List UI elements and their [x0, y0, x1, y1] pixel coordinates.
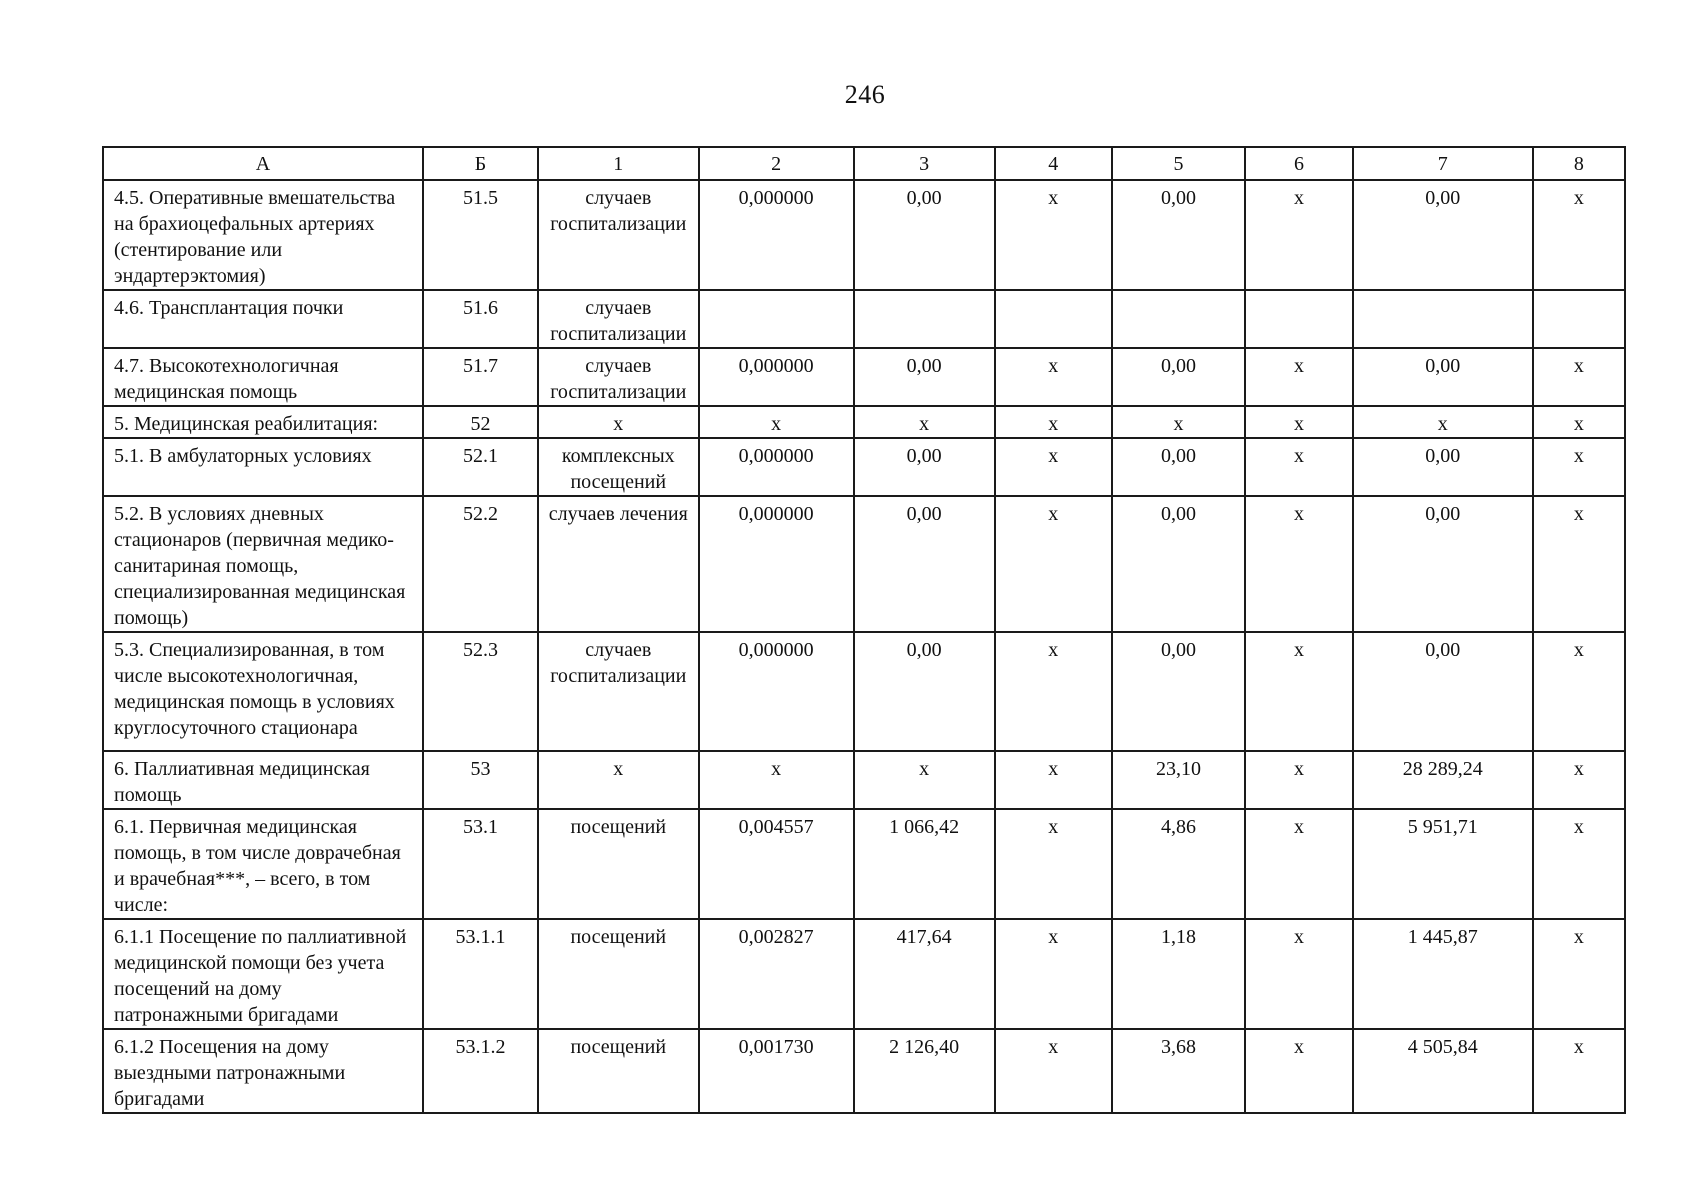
- table-cell: 0,000000: [699, 180, 854, 290]
- table-cell: [1112, 290, 1245, 348]
- table-cell: х: [538, 406, 699, 438]
- table-cell: х: [1245, 809, 1352, 919]
- table-cell: 0,000000: [699, 438, 854, 496]
- table-cell: [1533, 290, 1625, 348]
- table-cell: 0,001730: [699, 1029, 854, 1113]
- table-cell: 0,002827: [699, 919, 854, 1029]
- row-label: 4.5. Оперативные вмешательства на брахиоцефальных артериях (стентирование или эндартерэктомия): [103, 180, 423, 290]
- table-cell: х: [1533, 751, 1625, 809]
- table-cell: 4 505,84: [1353, 1029, 1533, 1113]
- table-cell: 0,00: [1112, 632, 1245, 751]
- table-cell: 0,00: [1353, 348, 1533, 406]
- column-header: 8: [1533, 147, 1625, 180]
- table-cell: х: [1245, 348, 1352, 406]
- table-cell: [854, 290, 995, 348]
- table-cell: посещений: [538, 809, 699, 919]
- table-cell: 1 066,42: [854, 809, 995, 919]
- column-header: 2: [699, 147, 854, 180]
- table-cell: 52.3: [423, 632, 538, 751]
- row-label: 4.7. Высокотехнологичная медицинская помощь: [103, 348, 423, 406]
- table-cell: х: [1533, 438, 1625, 496]
- table-cell: 0,00: [1353, 496, 1533, 632]
- table-cell: х: [1245, 496, 1352, 632]
- table-cell: х: [538, 751, 699, 809]
- table-cell: 0,00: [1353, 180, 1533, 290]
- table-cell: 417,64: [854, 919, 995, 1029]
- table-cell: 3,68: [1112, 1029, 1245, 1113]
- table-cell: х: [995, 919, 1112, 1029]
- table-cell: 0,00: [1112, 496, 1245, 632]
- table-body: [103, 180, 1625, 1113]
- table-cell: х: [1245, 632, 1352, 751]
- row-label: 6.1. Первичная медицинская помощь, в том числе доврачебная и врачебная***, – всего, в том числе:: [103, 809, 423, 919]
- page-number: 246: [844, 80, 886, 109]
- table-cell: 0,00: [854, 438, 995, 496]
- table-cell: 53: [423, 751, 538, 809]
- table-cell: [995, 290, 1112, 348]
- table-cell: х: [995, 1029, 1112, 1113]
- table-cell: 0,00: [854, 180, 995, 290]
- table-row: [103, 496, 1625, 632]
- table-cell: 52.1: [423, 438, 538, 496]
- table-cell: х: [1533, 348, 1625, 406]
- table-cell: 0,00: [854, 496, 995, 632]
- row-label: 4.6. Трансплантация почки: [103, 290, 423, 348]
- row-label: 5. Медицинская реабилитация:: [103, 406, 423, 438]
- row-label: 5.1. В амбулаторных условиях: [103, 438, 423, 496]
- table-cell: х: [995, 809, 1112, 919]
- table-row: [103, 919, 1625, 1029]
- table-cell: 51.7: [423, 348, 538, 406]
- table-cell: 52.2: [423, 496, 538, 632]
- table-cell: х: [995, 180, 1112, 290]
- table-cell: случаев госпитализации: [538, 290, 699, 348]
- data-table: [102, 146, 1626, 1114]
- column-header: 7: [1353, 147, 1533, 180]
- table-cell: х: [1533, 809, 1625, 919]
- table-cell: 4,86: [1112, 809, 1245, 919]
- table-row: [103, 632, 1625, 751]
- table-cell: х: [699, 751, 854, 809]
- table-cell: 0,000000: [699, 496, 854, 632]
- table-cell: случаев госпитализации: [538, 180, 699, 290]
- table-cell: х: [1245, 919, 1352, 1029]
- table-row: [103, 406, 1625, 438]
- table-cell: 0,004557: [699, 809, 854, 919]
- table-cell: 0,00: [1112, 180, 1245, 290]
- table-cell: х: [1245, 406, 1352, 438]
- table-cell: х: [1533, 406, 1625, 438]
- table-cell: 0,00: [854, 632, 995, 751]
- column-header: 6: [1245, 147, 1352, 180]
- table-row: [103, 1029, 1625, 1113]
- table-cell: х: [1245, 1029, 1352, 1113]
- table-cell: 53.1: [423, 809, 538, 919]
- table-cell: случаев лечения: [538, 496, 699, 632]
- table-cell: случаев госпитализации: [538, 348, 699, 406]
- table-cell: 28 289,24: [1353, 751, 1533, 809]
- table-row: [103, 290, 1625, 348]
- table-cell: х: [1245, 751, 1352, 809]
- table-cell: 0,00: [1112, 438, 1245, 496]
- table-cell: 0,00: [854, 348, 995, 406]
- table-cell: 53.1.1: [423, 919, 538, 1029]
- table-cell: [1245, 290, 1352, 348]
- table-cell: 0,00: [1353, 438, 1533, 496]
- table-cell: х: [1533, 496, 1625, 632]
- column-header: Б: [423, 147, 538, 180]
- row-label: 5.2. В условиях дневных стационаров (первичная медико-санитариная помощь, специализированная медицинская помощь): [103, 496, 423, 632]
- table-row: [103, 809, 1625, 919]
- header-row: [103, 147, 1625, 180]
- table-cell: [1353, 290, 1533, 348]
- table-cell: случаев госпитализации: [538, 632, 699, 751]
- row-label: 6. Паллиативная медицинская помощь: [103, 751, 423, 809]
- table-row: [103, 438, 1625, 496]
- table-cell: посещений: [538, 919, 699, 1029]
- table-row: [103, 751, 1625, 809]
- table-cell: х: [995, 406, 1112, 438]
- table-cell: х: [1112, 406, 1245, 438]
- column-header: 1: [538, 147, 699, 180]
- table-cell: х: [1533, 919, 1625, 1029]
- table-cell: 0,000000: [699, 632, 854, 751]
- table-cell: х: [1533, 632, 1625, 751]
- table-cell: 0,00: [1353, 632, 1533, 751]
- table-cell: 52: [423, 406, 538, 438]
- table-cell: х: [995, 751, 1112, 809]
- table-cell: [699, 290, 854, 348]
- table-cell: х: [854, 751, 995, 809]
- table-cell: 1,18: [1112, 919, 1245, 1029]
- table-cell: х: [1245, 180, 1352, 290]
- table-cell: 0,000000: [699, 348, 854, 406]
- table-cell: х: [854, 406, 995, 438]
- table-cell: 2 126,40: [854, 1029, 995, 1113]
- table-row: [103, 180, 1625, 290]
- row-label: 5.3. Специализированная, в том числе высокотехнологичная, медицинская помощь в условиях круглосуточного стационара: [103, 632, 423, 751]
- table-cell: 5 951,71: [1353, 809, 1533, 919]
- column-header: А: [103, 147, 423, 180]
- table-cell: 51.6: [423, 290, 538, 348]
- table-cell: 0,00: [1112, 348, 1245, 406]
- table-cell: х: [995, 632, 1112, 751]
- table-cell: х: [995, 348, 1112, 406]
- table-cell: х: [699, 406, 854, 438]
- table-cell: 51.5: [423, 180, 538, 290]
- table-cell: х: [995, 438, 1112, 496]
- table-cell: х: [1245, 438, 1352, 496]
- row-label: 6.1.1 Посещение по паллиативной медицинской помощи без учета посещений на дому патронажными бригадами: [103, 919, 423, 1029]
- table-cell: х: [1353, 406, 1533, 438]
- table-cell: х: [1533, 180, 1625, 290]
- row-label: 6.1.2 Посещения на дому выездными патронажными бригадами: [103, 1029, 423, 1113]
- table-cell: х: [1533, 1029, 1625, 1113]
- table-cell: 53.1.2: [423, 1029, 538, 1113]
- table-cell: посещений: [538, 1029, 699, 1113]
- column-header: 4: [995, 147, 1112, 180]
- table-cell: 1 445,87: [1353, 919, 1533, 1029]
- table-cell: х: [995, 496, 1112, 632]
- table-header: [103, 147, 1625, 180]
- table-cell: комплексных посещений: [538, 438, 699, 496]
- column-header: 5: [1112, 147, 1245, 180]
- table-row: [103, 348, 1625, 406]
- column-header: 3: [854, 147, 995, 180]
- table-cell: 23,10: [1112, 751, 1245, 809]
